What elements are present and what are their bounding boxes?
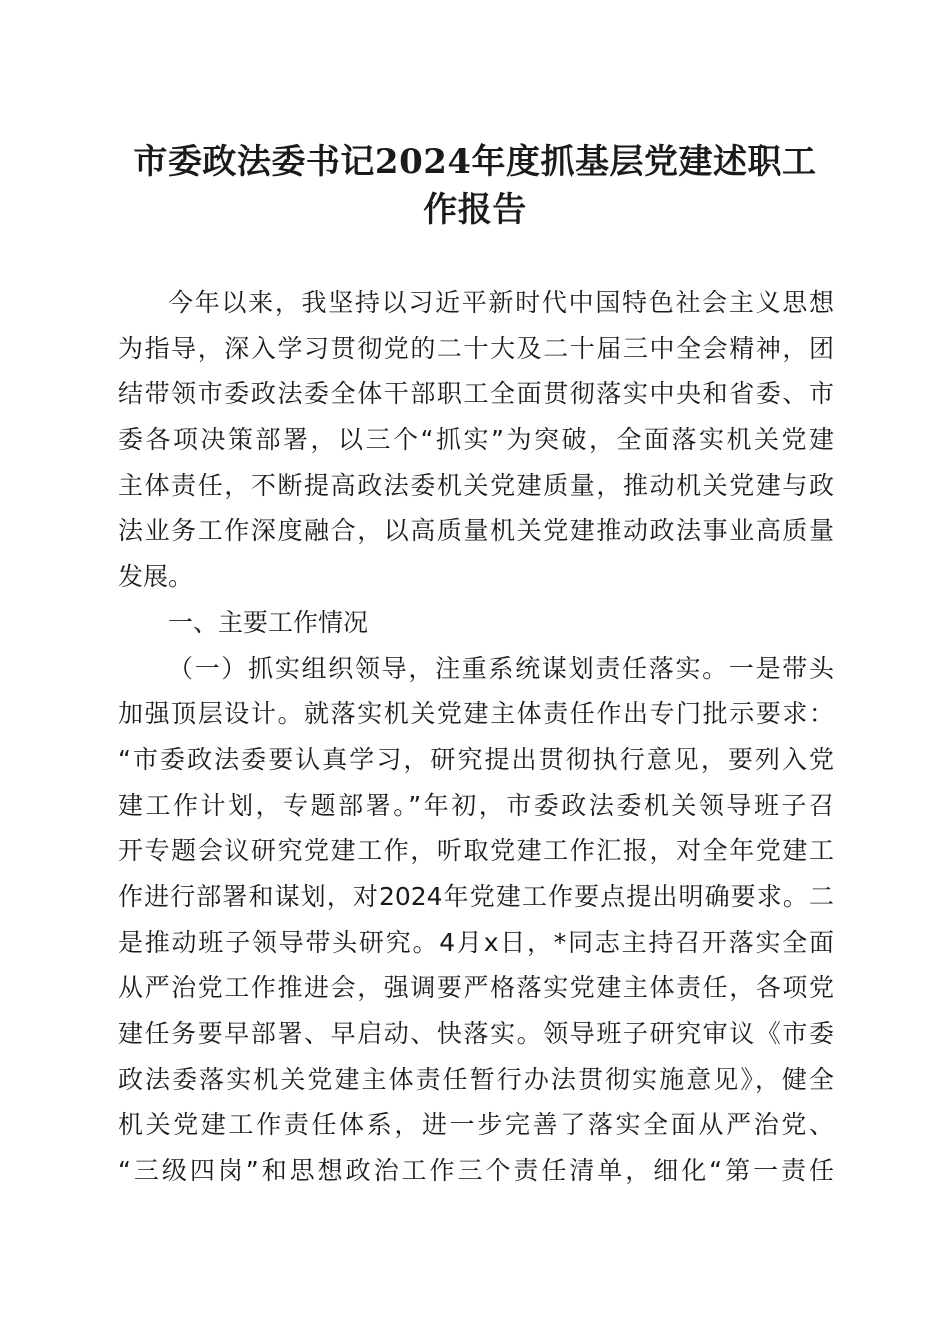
intro-paragraph [118, 280, 834, 600]
section-heading: 一、主要工作情况 [168, 607, 369, 637]
section-one-paragraph [118, 646, 834, 1194]
paragraph-line: 法业务工作深度融合，以高质量机关党建推动政法事业高质量 [118, 516, 834, 546]
paragraph-line: 主体责任，不断提高政法委机关党建质量，推动机关党建与政 [118, 470, 834, 500]
paragraph-line: “三级四岗”和思想政治工作三个责任清单，细化“第一责任 [118, 1156, 834, 1186]
paragraph-line: 是推动班子领导带头研究。4月x日，*同志主持召开落实全面 [118, 927, 834, 957]
title-line: 市委政法委书记2024年度抓基层党建述职工 [133, 142, 817, 182]
paragraph-line: 机关党建工作责任体系，进一步完善了落实全面从严治党、 [118, 1110, 834, 1140]
paragraph-line: 委各项决策部署，以三个“抓实”为突破，全面落实机关党建 [118, 425, 834, 455]
paragraph-line: 开专题会议研究党建工作，听取党建工作汇报，对全年党建工 [118, 836, 834, 866]
paragraph-line: 加强顶层设计。就落实机关党建主体责任作出专门批示要求： [118, 699, 834, 729]
paragraph-line: 发展。 [118, 562, 194, 592]
paragraph-line: 从严治党工作推进会，强调要严格落实党建主体责任，各项党 [118, 973, 834, 1003]
paragraph-line: “市委政法委要认真学习，研究提出贯彻执行意见，要列入党 [118, 744, 834, 774]
paragraph-line: （一）抓实组织领导，注重系统谋划责任落实。一是带头 [168, 653, 834, 683]
paragraph-line: 建工作计划，专题部署。”年初，市委政法委机关领导班子召 [118, 790, 834, 820]
paragraph-line: 政法委落实机关党建主体责任暂行办法贯彻实施意见》，健全 [118, 1064, 834, 1094]
document-body [118, 280, 834, 1194]
paragraph-line: 为指导，深入学习贯彻党的二十大及二十届三中全会精神，团 [118, 333, 834, 363]
document-title [110, 138, 840, 234]
paragraph-line: 结带领市委政法委全体干部职工全面贯彻落实中央和省委、市 [118, 379, 834, 409]
title-line: 作报告 [423, 190, 527, 230]
paragraph-line: 作进行部署和谋划，对2024年党建工作要点提出明确要求。二 [118, 881, 834, 911]
paragraph-line: 建任务要早部署、早启动、快落实。领导班子研究审议《市委 [118, 1019, 834, 1048]
paragraph-line: 今年以来，我坚持以习近平新时代中国特色社会主义思想 [168, 288, 834, 317]
